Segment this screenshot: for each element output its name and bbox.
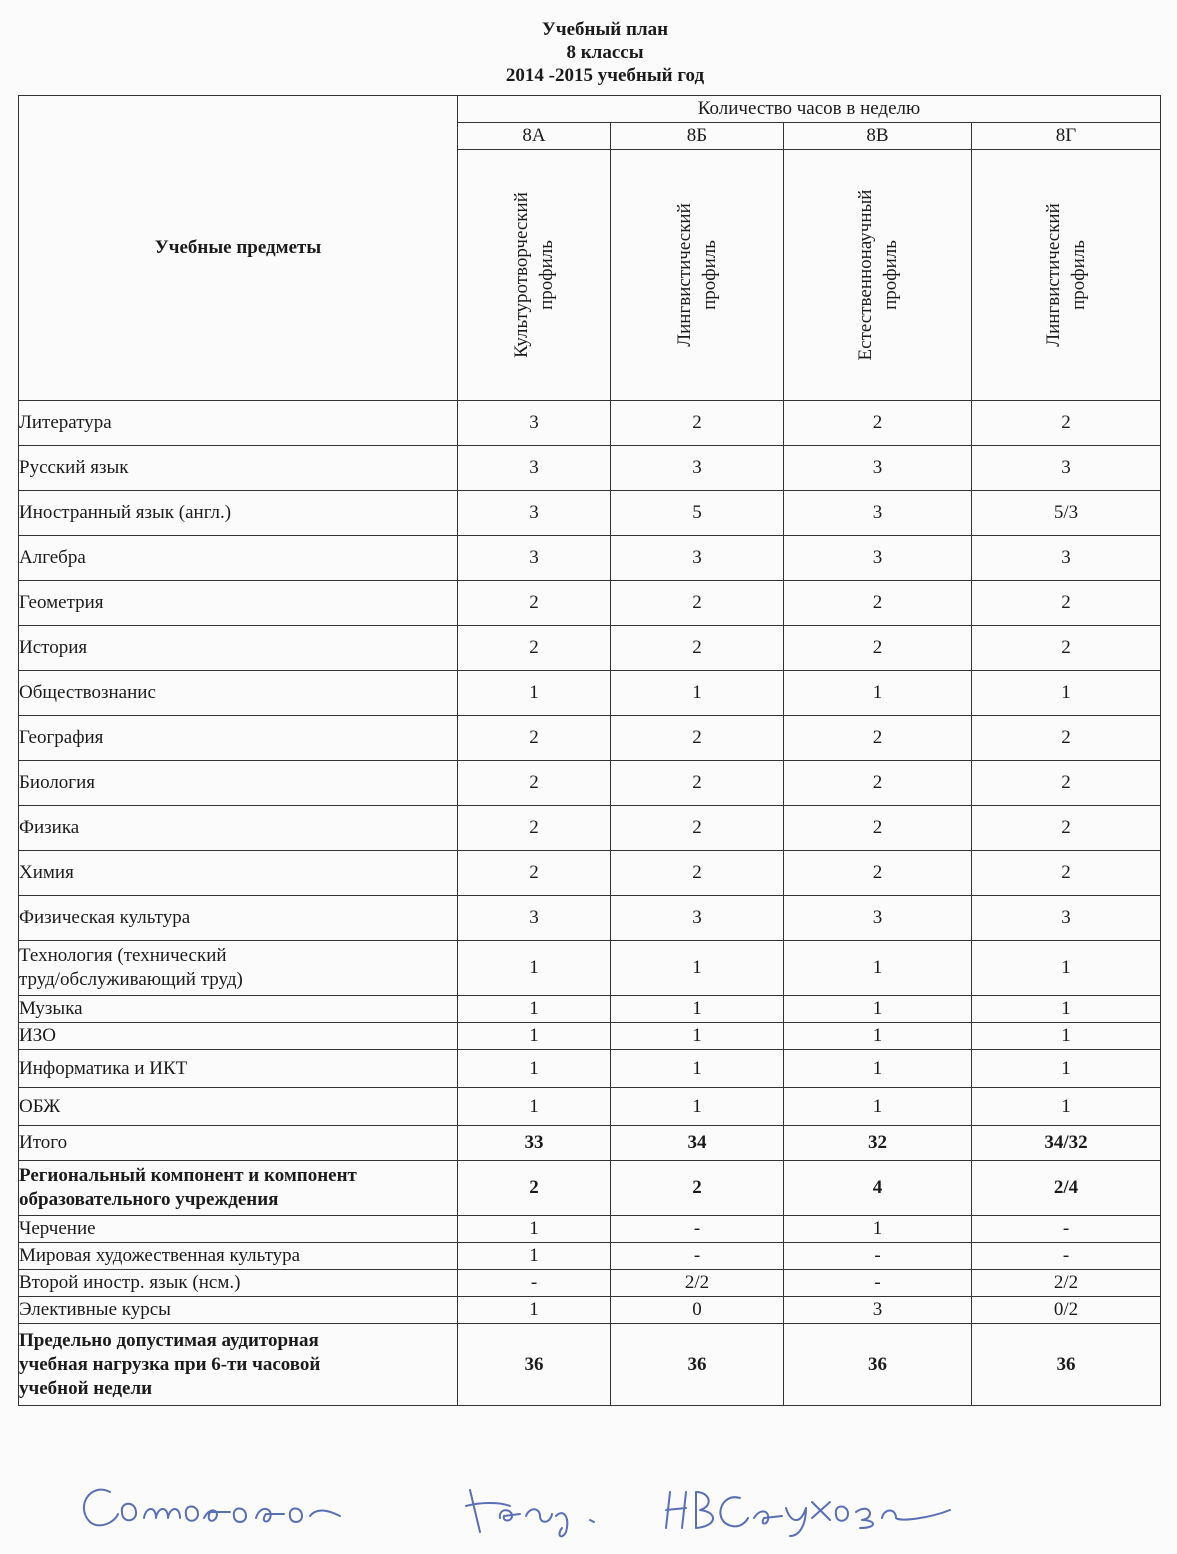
hours-cell: 1 (458, 1216, 611, 1243)
subject-name: Итого (19, 1126, 458, 1161)
hours-cell: 3 (784, 536, 972, 581)
hours-cell: 1 (784, 671, 972, 716)
table-row (19, 1243, 1161, 1270)
curriculum-table (18, 95, 1161, 1406)
hours-cell: 1 (784, 1023, 972, 1050)
hours-cell: 1 (784, 996, 972, 1023)
subject-name: Литература (19, 401, 458, 446)
table-row (19, 1088, 1161, 1126)
hours-cell: 0 (611, 1297, 784, 1324)
hours-cell: 3 (784, 1297, 972, 1324)
hours-per-week-header: Количество часов в неделю (458, 96, 1161, 123)
table-row (19, 996, 1161, 1023)
hours-cell: - (972, 1243, 1161, 1270)
hours-cell: - (611, 1243, 784, 1270)
hours-cell: - (784, 1243, 972, 1270)
profile-label: Лингвистический профиль (674, 203, 720, 347)
hours-cell: 1 (972, 941, 1161, 996)
hours-cell: 2 (972, 716, 1161, 761)
table-row (19, 716, 1161, 761)
subject-name: Мировая художественная культура (19, 1243, 458, 1270)
table-row (19, 941, 1161, 996)
hours-cell: 1 (458, 1023, 611, 1050)
hours-cell: 3 (458, 536, 611, 581)
hours-cell: 1 (611, 941, 784, 996)
subject-name: Физика (19, 806, 458, 851)
hours-cell: 2 (458, 626, 611, 671)
document-year: 2014 -2015 учебный год (505, 65, 705, 86)
hours-cell: 1 (972, 996, 1161, 1023)
table-row (19, 671, 1161, 716)
subject-name: ИЗО (19, 1023, 458, 1050)
hours-cell: 1 (784, 1050, 972, 1088)
table-row (19, 1297, 1161, 1324)
hours-cell: 2 (611, 1161, 784, 1216)
subject-name: Русский язык (19, 446, 458, 491)
subject-name: История (19, 626, 458, 671)
hours-cell: 2 (458, 806, 611, 851)
subject-name: ОБЖ (19, 1088, 458, 1126)
hours-cell: 1 (972, 1023, 1161, 1050)
hours-cell: 3 (611, 446, 784, 491)
hours-cell: 3 (784, 446, 972, 491)
hours-cell: 1 (611, 996, 784, 1023)
subject-name: Обществознанис (19, 671, 458, 716)
hours-cell: 1 (972, 1088, 1161, 1126)
hours-cell: 2/2 (972, 1270, 1161, 1297)
subject-name: Биология (19, 761, 458, 806)
table-row (19, 761, 1161, 806)
document-title: Учебный план (541, 19, 669, 40)
hours-cell: 2 (972, 761, 1161, 806)
hours-cell: 36 (784, 1324, 972, 1406)
hours-cell: 36 (458, 1324, 611, 1406)
hours-cell: 3 (972, 446, 1161, 491)
hours-cell: 1 (784, 1216, 972, 1243)
hours-cell: 1 (972, 1050, 1161, 1088)
hours-cell: 1 (611, 1023, 784, 1050)
class-header: 8Б (611, 123, 784, 150)
hours-cell: 2 (611, 761, 784, 806)
hours-cell: 2 (611, 401, 784, 446)
hours-cell: 5/3 (972, 491, 1161, 536)
hours-cell: 1 (458, 671, 611, 716)
hours-cell: 34/32 (972, 1126, 1161, 1161)
hours-cell: 1 (458, 1297, 611, 1324)
hours-cell: 2 (611, 806, 784, 851)
table-row (19, 896, 1161, 941)
hours-cell: 2 (972, 581, 1161, 626)
profile-header (458, 150, 611, 401)
hours-cell: 4 (784, 1161, 972, 1216)
table-row (19, 1216, 1161, 1243)
subject-name: География (19, 716, 458, 761)
profile-label: Лингвистический профиль (1043, 203, 1089, 347)
table-row (19, 581, 1161, 626)
subject-name: Элективные курсы (19, 1297, 458, 1324)
hours-cell: - (458, 1270, 611, 1297)
table-row (19, 1050, 1161, 1088)
profile-header (972, 150, 1161, 401)
hours-cell: 0/2 (972, 1297, 1161, 1324)
hours-cell: 2/2 (611, 1270, 784, 1297)
table-row (19, 491, 1161, 536)
hours-cell: - (972, 1216, 1161, 1243)
profile-header (611, 150, 784, 401)
profile-label: Культуротворческий профиль (511, 192, 557, 358)
subject-name: Иностранный язык (англ.) (19, 491, 458, 536)
hours-cell: 2 (972, 626, 1161, 671)
hours-cell: 1 (611, 1050, 784, 1088)
hours-cell: - (784, 1270, 972, 1297)
hours-cell: 1 (784, 1088, 972, 1126)
hours-cell: 3 (972, 536, 1161, 581)
document-title-block (0, 18, 1177, 87)
hours-cell: 5 (611, 491, 784, 536)
handwritten-signature (70, 1462, 970, 1542)
curriculum-table-body (19, 401, 1161, 1406)
subject-name: Музыка (19, 996, 458, 1023)
hours-cell: 2 (972, 806, 1161, 851)
hours-cell: 3 (611, 536, 784, 581)
hours-cell: 2 (458, 761, 611, 806)
hours-cell: 2 (611, 851, 784, 896)
subject-name: Химия (19, 851, 458, 896)
hours-cell: 2 (784, 581, 972, 626)
hours-cell: 3 (458, 896, 611, 941)
hours-cell: 2 (458, 716, 611, 761)
subject-name: Второй иностр. язык (нсм.) (19, 1270, 458, 1297)
hours-cell: - (611, 1216, 784, 1243)
hours-cell: 2 (458, 1161, 611, 1216)
class-header: 8В (784, 123, 972, 150)
hours-cell: 3 (458, 446, 611, 491)
hours-cell: 3 (972, 896, 1161, 941)
table-row (19, 1161, 1161, 1216)
table-row (19, 536, 1161, 581)
subject-name: Технология (технический труд/обслуживающий труд) (19, 941, 458, 996)
hours-cell: 2 (972, 401, 1161, 446)
table-row (19, 1126, 1161, 1161)
class-header: 8Г (972, 123, 1161, 150)
hours-cell: 34 (611, 1126, 784, 1161)
hours-cell: 2 (784, 851, 972, 896)
table-row (19, 401, 1161, 446)
hours-cell: 2 (458, 581, 611, 626)
profile-label: Естественнонаучный профиль (854, 189, 901, 361)
hours-cell: 1 (784, 941, 972, 996)
hours-cell: 3 (458, 401, 611, 446)
hours-cell: 2 (784, 806, 972, 851)
hours-cell: 32 (784, 1126, 972, 1161)
hours-cell: 1 (458, 1088, 611, 1126)
hours-cell: 33 (458, 1126, 611, 1161)
document-grade: 8 классы (566, 42, 644, 63)
subject-name: Региональный компонент и компонент образовательного учреждения (19, 1161, 458, 1216)
table-row (19, 446, 1161, 491)
table-row (19, 626, 1161, 671)
table-row (19, 1270, 1161, 1297)
hours-cell: 2 (784, 626, 972, 671)
hours-cell: 3 (458, 491, 611, 536)
hours-cell: 1 (458, 941, 611, 996)
hours-cell: 2 (784, 716, 972, 761)
hours-cell: 2 (972, 851, 1161, 896)
subject-name: Алгебра (19, 536, 458, 581)
profile-header (784, 150, 972, 401)
hours-cell: 1 (611, 671, 784, 716)
hours-cell: 3 (611, 896, 784, 941)
hours-cell: 2/4 (972, 1161, 1161, 1216)
hours-cell: 1 (458, 996, 611, 1023)
hours-cell: 2 (611, 626, 784, 671)
hours-cell: 36 (972, 1324, 1161, 1406)
hours-cell: 2 (458, 851, 611, 896)
hours-cell: 1 (611, 1088, 784, 1126)
subjects-header: Учебные предметы (19, 96, 458, 401)
table-row (19, 851, 1161, 896)
hours-cell: 1 (458, 1050, 611, 1088)
subject-name: Предельно допустимая аудиторная учебная нагрузка при 6-ти часовой учебной недели (19, 1324, 458, 1406)
table-row (19, 1324, 1161, 1406)
hours-cell: 2 (784, 761, 972, 806)
hours-cell: 36 (611, 1324, 784, 1406)
hours-cell: 3 (784, 896, 972, 941)
hours-cell: 2 (611, 716, 784, 761)
hours-cell: 2 (784, 401, 972, 446)
class-header: 8А (458, 123, 611, 150)
subject-name: Информатика и ИКТ (19, 1050, 458, 1088)
hours-cell: 3 (784, 491, 972, 536)
hours-cell: 2 (611, 581, 784, 626)
hours-cell: 1 (972, 671, 1161, 716)
table-row (19, 1023, 1161, 1050)
subject-name: Физическая культура (19, 896, 458, 941)
subject-name: Геометрия (19, 581, 458, 626)
table-row (19, 806, 1161, 851)
subject-name: Черчение (19, 1216, 458, 1243)
hours-cell: 1 (458, 1243, 611, 1270)
